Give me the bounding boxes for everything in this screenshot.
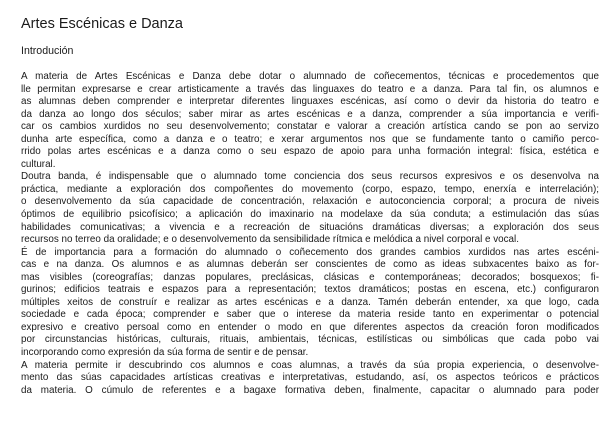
paragraph-line: É de importancia para a formación do alumnado o coñecemento dos grandes cambios xurdidos nas artes escéni- <box>21 246 599 258</box>
paragraph <box>21 360 599 398</box>
paragraph-line: lle permitan expresarse e crear artisticamente a través das linguaxes do teatro e a danza. Para tal fin, os alumnos e <box>21 83 599 95</box>
paragraph-line: práctica, mediante a exploración dos compoñentes do movemento (corpo, espazo, tempo, enerxía e interrelación); <box>21 183 599 195</box>
paragraph-line: da danza ao longo dos séculos; saber mirar as artes escénicas e a danza, comprender a súa importancia e verifi- <box>21 108 599 120</box>
paragraph-line: car os cambios xurdidos no seu desenvolvemento; constatar e valorar a creación artística cando se pon ao servizo <box>21 121 599 133</box>
paragraph-line: incorporando como expresión da súa forma de sentir e de pensar. <box>21 347 309 359</box>
paragraph-line: mas visibles (coreografías; danzas populares, preclásicas, clásicas e contemporáneas; decorados; bosquexos; fi- <box>21 271 599 283</box>
paragraph-line: habilidades comunicativas; a vivencia e a recreación de situacións dramáticas diversas; a exploración dos seus <box>21 221 599 233</box>
paragraph-line: Doutra banda, é indispensable que o alumnado tome conciencia dos seus recursos expresivos e os desenvolva na <box>21 171 599 183</box>
paragraph-line: A materia de Artes Escénicas e Danza debe dotar o alumnado de coñecementos, técnicas e procedementos que <box>21 71 599 82</box>
paragraph <box>21 247 599 360</box>
paragraph-line: as alumnas deben comprender e interpretar diferentes linguaxes escénicas, así como o devir da historia do teatro e <box>21 96 599 108</box>
paragraph-line: sociedade e cada época; comprender e saber que o interese da materia reside tanto en experimentar o potencial <box>21 309 599 321</box>
paragraph-line: A materia permite ir descubrindo cos alumnos e coas alumnas, a través da súa propia experiencia, o desenvolve- <box>21 359 599 371</box>
paragraph-line: óptimos de equilibrio psicofísico; a aplicación do imaxinario na modelaxe da súa conduta; a estimulación das súas <box>21 209 599 221</box>
paragraph-line: cultural. <box>21 158 56 170</box>
body-text <box>21 71 599 397</box>
paragraph-line: expresivo e creativo persoal como en entender o modo en que diferentes aspectos da creación foron modificados <box>21 321 599 333</box>
paragraph <box>21 71 599 171</box>
paragraph-line: recursos no terreo da oralidade; e o desenvolvemento da sensibilidade rítmica e melódica a nivel corporal e vocal. <box>21 234 519 246</box>
paragraph-line: dunha arte específica, como a danza e o teatro; e xerar argumentos nos que se fundamente tanto o camiño perco- <box>21 133 599 145</box>
paragraph-line: cas e na danza. Os alumnos e as alumnas deberán ser conscientes de como as ideas subxacentes baixo as for- <box>21 259 599 271</box>
document-page <box>21 0 599 397</box>
section-heading-introduction: Introdución <box>21 45 74 57</box>
paragraph-line: por circunstancias históricas, culturais, rituais, ambientais, técnicas, estilísticas ou simbólicas que cada pobo vai <box>21 334 599 346</box>
paragraph <box>21 171 599 246</box>
document-title: Artes Escénicas e Danza <box>21 16 183 32</box>
paragraph-line: da materia. O cúmulo de referentes e a bagaxe formativa deben, finalmente, capacitar o alumnado para poder <box>21 384 599 396</box>
paragraph-line: gurinos; edificios teatrais e espazos para a representación; textos dramáticos; postas en escena, etc.) configuraron <box>21 284 599 296</box>
paragraph-line: rrido polas artes escénicas e a danza como o seu espazo de apoio para unha formación integral: física, estética e <box>21 146 599 158</box>
paragraph-line: múltiples xeitos de construír e realizar as artes escénicas e a danza. Tamén deberán entender, xa que logo, cada <box>21 296 599 308</box>
paragraph-line: o desenvolvemento da súa capacidade de concentración, relaxación e autoconciencia corporal; a procura de niveis <box>21 196 599 208</box>
paragraph-line: mento das súas capacidades artísticas creativas e interpretativas, estudando, así, os aspectos teóricos e prácticos <box>21 372 599 384</box>
